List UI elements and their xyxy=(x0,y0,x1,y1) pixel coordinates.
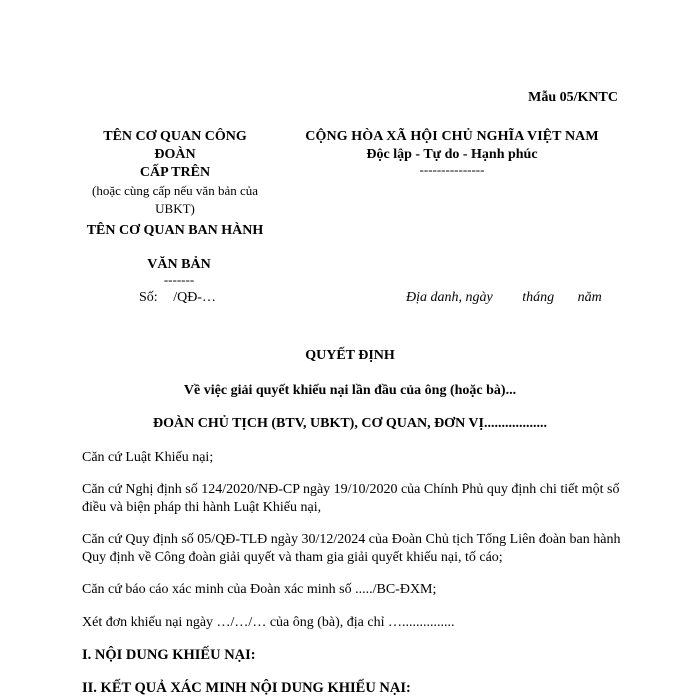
nation-divider: --------------- xyxy=(419,162,485,177)
nation-motto: Độc lập - Tự do - Hạnh phúc xyxy=(366,147,538,162)
section-heading-2: II. KẾT QUẢ XÁC MINH NỘI DUNG KHIẾU NẠI: xyxy=(82,680,411,696)
document-number xyxy=(139,290,216,306)
document-title: QUYẾT ĐỊNH xyxy=(305,348,395,363)
issuer-block xyxy=(70,128,280,286)
place-date-month: tháng xyxy=(522,290,555,305)
section-heading-1: I. NỘI DUNG KHIẾU NẠI: xyxy=(82,647,256,663)
basis-paragraph-4: Căn cứ báo cáo xác minh của Đoàn xác minh số ...../BC-ĐXM; xyxy=(82,582,437,597)
issuer-divider: ------- xyxy=(163,272,195,287)
place-date-place: Địa danh, ngày xyxy=(406,290,493,305)
basis-paragraph-3: Căn cứ Quy định số 05/QĐ-TLĐ ngày 30/12/2024 của Đoàn Chủ tịch Tổng Liên đoàn ban hành Quy định về Công đoàn giải quyết và tham gia giải quyết khiếu nại, tố cáo; xyxy=(82,532,621,565)
nation-name: CỘNG HÒA XÃ HỘI CHỦ NGHĨA VIỆT NAM xyxy=(305,129,599,144)
issuer-line-3: CẤP TRÊN xyxy=(139,165,211,180)
issuer-line-5: VĂN BẢN xyxy=(147,257,211,272)
issuer-line-2: ĐOÀN xyxy=(154,147,196,162)
form-code: Mẫu 05/KNTC xyxy=(528,90,618,105)
basis-paragraph-1: Căn cứ Luật Khiếu nại; xyxy=(82,450,214,465)
basis-paragraph-5: Xét đơn khiếu nại ngày …/…/… của ông (bà), địa chỉ …............... xyxy=(82,615,455,630)
document-number-value: /QĐ-… xyxy=(173,290,216,305)
issuer-note-2: UBKT) xyxy=(155,201,195,216)
place-date xyxy=(406,290,602,306)
document-number-label: Số: xyxy=(139,290,158,305)
issuing-authority: ĐOÀN CHỦ TỊCH (BTV, UBKT), CƠ QUAN, ĐƠN VỊ.................. xyxy=(153,416,547,431)
basis-paragraph-2: Căn cứ Nghị định số 124/2020/NĐ-CP ngày 19/10/2020 của Chính Phủ quy định chi tiết một số điều và biện pháp thi hành Luật Khiếu nại, xyxy=(82,482,620,515)
issuer-line-1: TÊN CƠ QUAN CÔNG xyxy=(103,129,247,144)
place-date-year: năm xyxy=(577,290,602,305)
document-subject: Về việc giải quyết khiếu nại lần đầu của ông (hoặc bà)... xyxy=(183,383,517,398)
issuer-line-4: TÊN CƠ QUAN BAN HÀNH xyxy=(86,223,264,238)
issuer-note-1: (hoặc cùng cấp nếu văn bản của xyxy=(91,183,259,198)
nation-block xyxy=(282,128,622,176)
